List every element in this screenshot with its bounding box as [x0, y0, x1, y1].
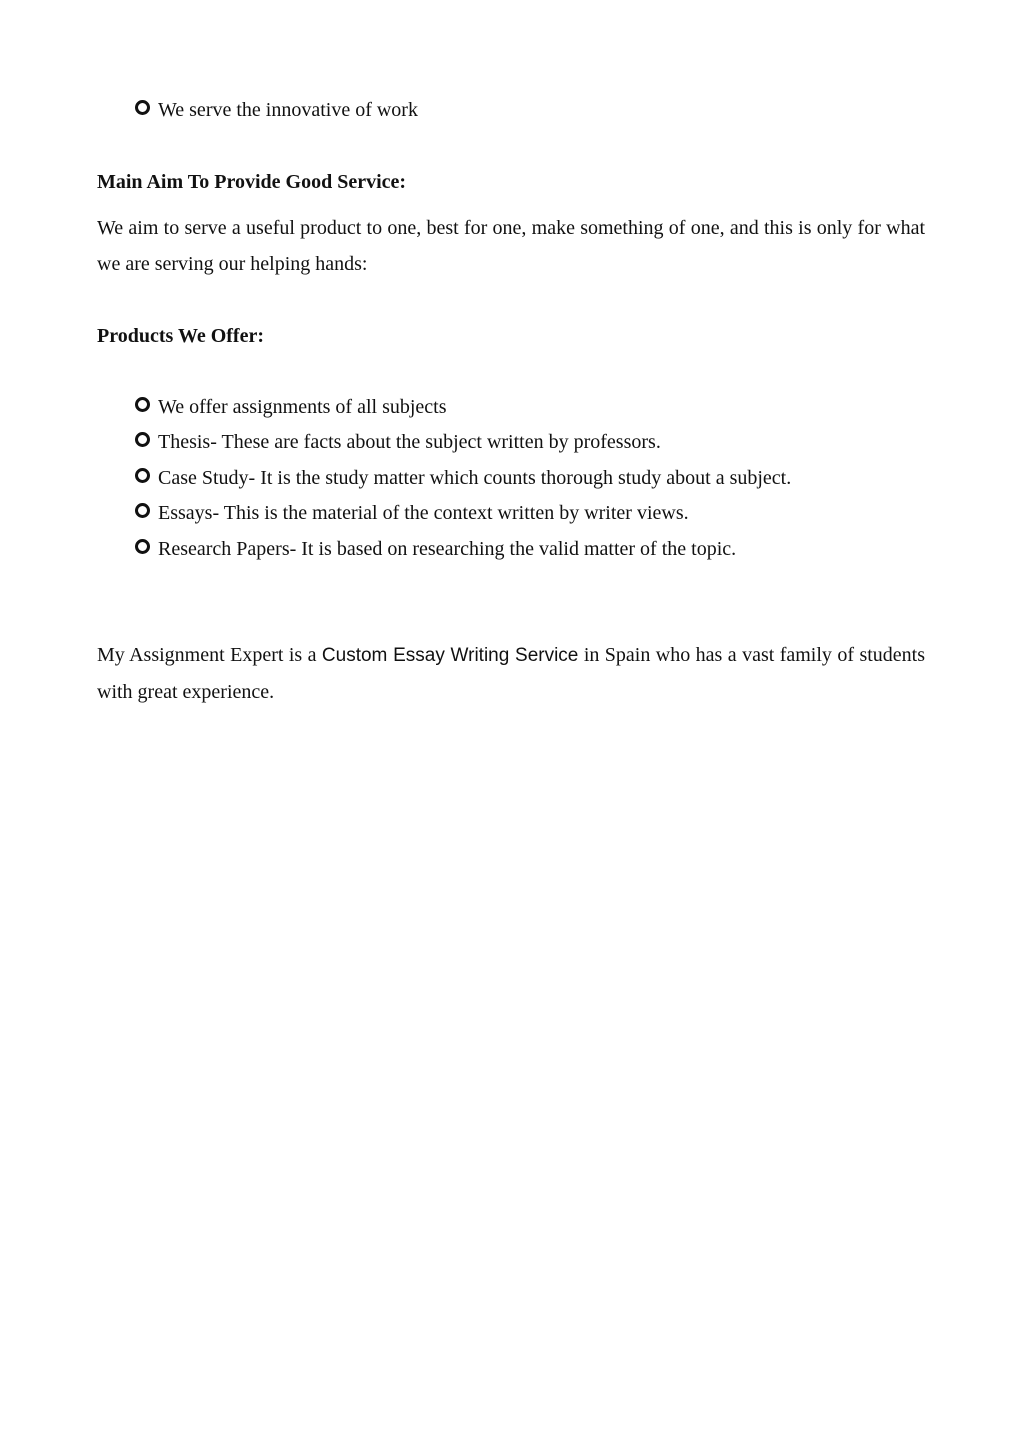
hollow-circle-bullet-icon	[135, 432, 150, 447]
closing-paragraph	[97, 637, 925, 710]
list-item	[135, 395, 447, 419]
list-item	[135, 466, 791, 490]
hollow-circle-bullet-icon	[135, 100, 150, 115]
closing-text-start: My Assignment Expert is a	[97, 644, 322, 666]
hollow-circle-bullet-icon	[135, 468, 150, 483]
list-item-text: Case Study- It is the study matter which counts thorough study about a subject.	[158, 467, 792, 489]
list-item-text: We offer assignments of all subjects	[158, 396, 447, 418]
list-item-text: We serve the innovative of work	[158, 99, 418, 121]
list-item	[135, 98, 418, 122]
aim-paragraph: We aim to serve a useful product to one, best for one, make something of one, and this is only for what we are serving our helping hands:	[97, 217, 925, 275]
hollow-circle-bullet-icon	[135, 503, 150, 518]
section-heading-main-aim: Main Aim To Provide Good Service:	[97, 171, 407, 193]
list-item	[135, 501, 689, 525]
list-item-text: Research Papers- It is based on researching the valid matter of the topic.	[158, 538, 737, 560]
list-item-text: Essays- This is the material of the context written by writer views.	[158, 502, 689, 524]
closing-text-end: in Spain who has a vast family of students with great experience.	[97, 644, 926, 703]
hollow-circle-bullet-icon	[135, 539, 150, 554]
list-item	[135, 537, 736, 561]
list-item-text: Thesis- These are facts about the subject written by professors.	[158, 431, 661, 453]
hollow-circle-bullet-icon	[135, 397, 150, 412]
list-item	[135, 430, 661, 454]
section-heading-products: Products We Offer:	[97, 325, 265, 347]
custom-essay-writing-service-link[interactable]: Custom Essay Writing Service	[321, 645, 579, 666]
